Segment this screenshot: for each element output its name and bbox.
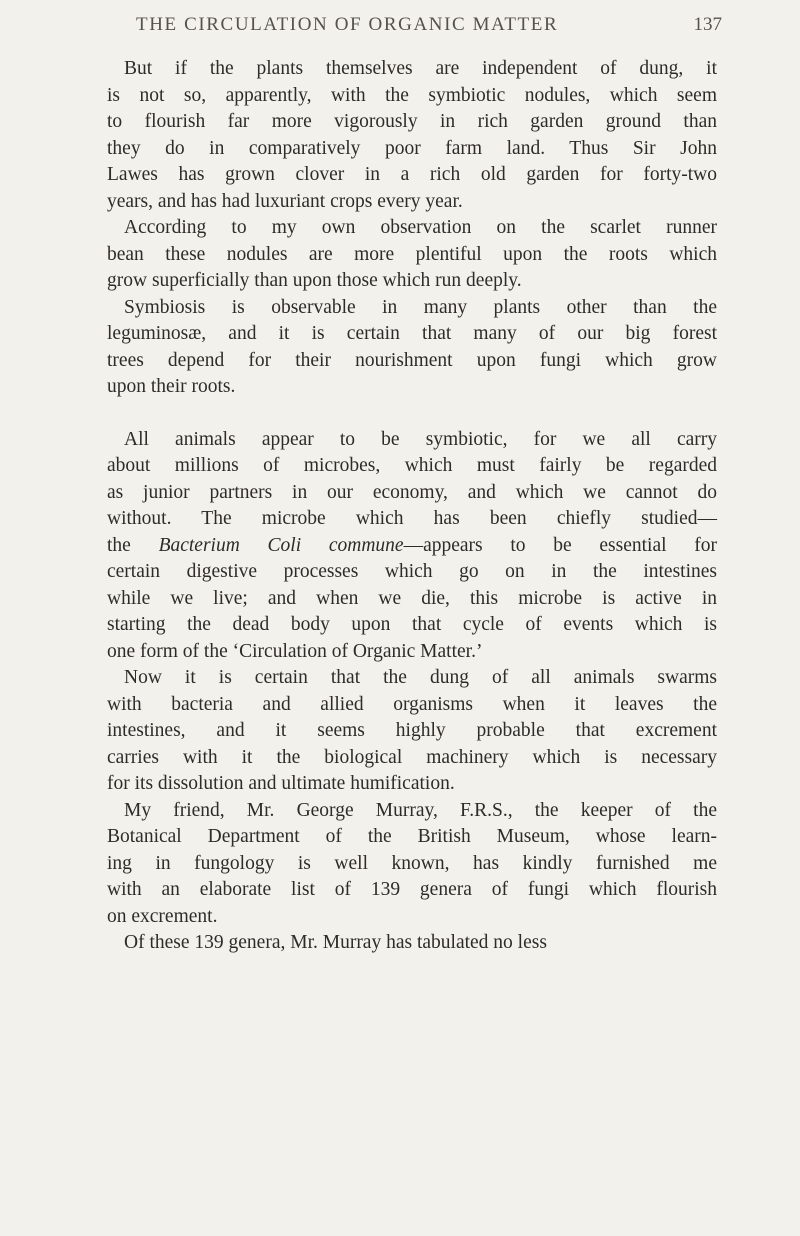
text-line: with bacteria and allied organisms when it leaves the: [107, 693, 717, 715]
text-line: certain digestive processes which go on in the intestines: [107, 561, 717, 582]
text-line: My friend, Mr. George Murray, F.R.S., the keeper of the: [124, 799, 717, 821]
text-line: on excrement.: [107, 905, 218, 927]
species-name: Bacterium Coli commune: [158, 534, 404, 556]
text-line: ing in fungology is well known, has kindly furnished me: [107, 852, 717, 874]
text-line: starting the dead body upon that cycle of events which is: [107, 614, 717, 635]
text-line: to flourish far more vigorously in rich garden ground than: [107, 111, 717, 132]
running-title: THE CIRCULATION OF ORGANIC MATTER: [136, 14, 559, 35]
text-line: intestines, and it seems highly probable that excrement: [107, 720, 717, 741]
text-fragment: the: [107, 534, 159, 556]
text-line: Of these 139 genera, Mr. Murray has tabulated no less: [124, 932, 547, 953]
text-line: bean these nodules are more plentiful upon the roots which: [107, 243, 717, 265]
text-line: Lawes has grown clover in a rich old garden for forty-two: [107, 164, 717, 185]
text-line: [107, 533, 717, 560]
text-line: Now it is certain that the dung of all animals swarms: [124, 667, 717, 688]
text-line: for its dissolution and ultimate humification.: [107, 773, 455, 794]
text-line: years, and has had luxuriant crops every year.: [107, 190, 463, 212]
text-line: as junior partners in our economy, and which we cannot do: [107, 481, 717, 503]
text-line: is not so, apparently, with the symbiotic nodules, which seem: [107, 84, 717, 106]
text-line: leguminosæ, and it is certain that many of our big forest: [107, 323, 717, 344]
text-line: about millions of microbes, which must fairly be regarded: [107, 455, 717, 476]
text-line: According to my own observation on the scarlet runner: [124, 217, 717, 238]
text-line: upon their roots.: [107, 376, 236, 397]
text-line: grow superficially than upon those which run deeply.: [107, 270, 522, 291]
text-line: one form of the ‘Circulation of Organic Matter.’: [107, 640, 483, 662]
paragraph-spacer: [107, 401, 717, 427]
text-line: But if the plants themselves are independent of dung, it: [124, 58, 717, 79]
page-number: 137: [693, 14, 722, 35]
text-line: while we live; and when we die, this microbe is active in: [107, 587, 717, 609]
text-line: they do in comparatively poor farm land. Thus Sir John: [107, 137, 717, 159]
text-line: All animals appear to be symbiotic, for we all carry: [124, 428, 717, 450]
paragraph-1: [107, 56, 717, 401]
text-line: with an elaborate list of 139 genera of fungi which flourish: [107, 879, 717, 900]
body-text: [107, 56, 717, 957]
text-line: carries with it the biological machinery which is necessary: [107, 746, 717, 768]
text-fragment: —appears to be essential for: [403, 534, 718, 556]
text-line: Botanical Department of the British Museum, whose learn-: [107, 826, 717, 847]
text-line: without. The microbe which has been chiefly studied—: [107, 508, 717, 529]
running-head: [100, 14, 722, 38]
text-line: trees depend for their nourishment upon fungi which grow: [107, 349, 717, 371]
paragraph-2: [107, 427, 717, 957]
text-line: Symbiosis is observable in many plants other than the: [124, 296, 717, 318]
